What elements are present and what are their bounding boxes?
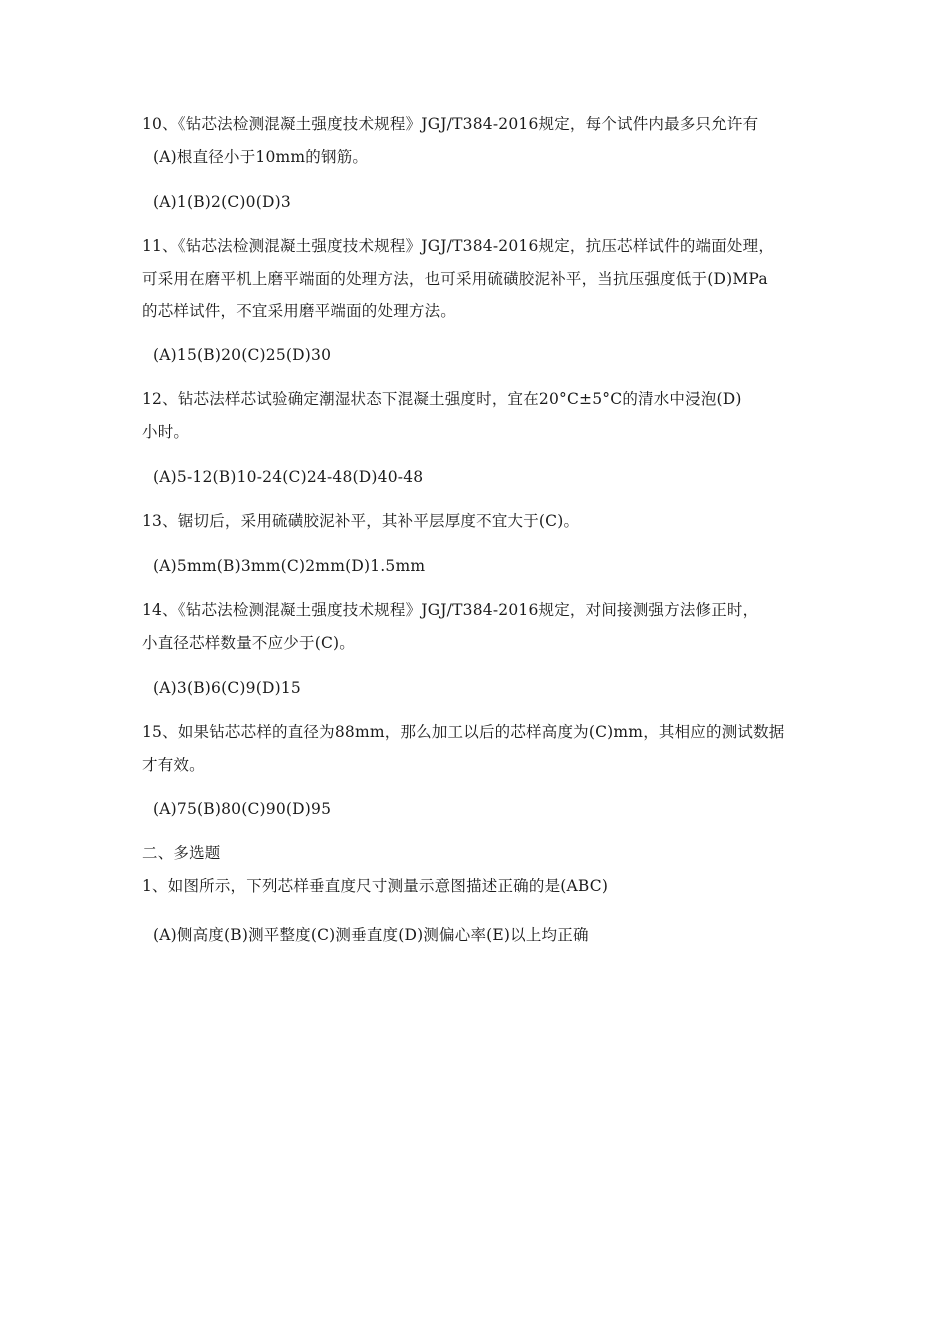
question-11-line-2: 可采用在磨平机上磨平端面的处理方法，也可采用硫磺胶泥补平，当抗压强度低于(D)MPa [142, 270, 768, 288]
multi-question-1: 1、如图所示，下列芯样垂直度尺寸测量示意图描述正确的是(ABC) [142, 877, 609, 895]
question-10-options: (A)1(B)2(C)0(D)3 [153, 193, 291, 211]
question-12-options: (A)5-12(B)10-24(C)24-48(D)40-48 [153, 468, 424, 486]
question-11-line-3: 的芯样试件，不宜采用磨平端面的处理方法。 [142, 302, 457, 320]
question-10-line-2: (A)根直径小于10mm的钢筋。 [153, 148, 369, 166]
question-11-options: (A)15(B)20(C)25(D)30 [153, 346, 332, 364]
section-heading: 二、多选题 [142, 844, 221, 862]
question-15-line-1: 15、如果钻芯芯样的直径为88mm，那么加工以后的芯样高度为(C)mm，其相应的测试数据 [142, 723, 785, 741]
question-14-line-1: 14、《钻芯法检测混凝土强度技术规程》JGJ/T384-2016规定，对间接测强方法修正时， [142, 601, 759, 619]
question-10-line-1: 10、《钻芯法检测混凝土强度技术规程》JGJ/T384-2016规定，每个试件内最多只允许有 [142, 115, 759, 133]
question-13-line-1: 13、锯切后，采用硫磺胶泥补平，其补平层厚度不宜大于(C)。 [142, 512, 580, 530]
question-12-line-2: 小时。 [142, 423, 190, 441]
question-15-line-2: 才有效。 [142, 756, 205, 774]
question-13-options: (A)5mm(B)3mm(C)2mm(D)1.5mm [153, 557, 426, 575]
multi-question-1-options: (A)侧高度(B)测平整度(C)测垂直度(D)测偏心率(E)以上均正确 [153, 926, 589, 944]
question-15-options: (A)75(B)80(C)90(D)95 [153, 800, 332, 818]
question-11-line-1: 11、《钻芯法检测混凝土强度技术规程》JGJ/T384-2016规定，抗压芯样试件的端面处理， [142, 237, 775, 255]
question-14-line-2: 小直径芯样数量不应少于(C)。 [142, 634, 355, 652]
question-12-line-1: 12、钻芯法样芯试验确定潮湿状态下混凝土强度时，宜在20°C±5°C的清水中浸泡(D) [142, 390, 742, 408]
question-14-options: (A)3(B)6(C)9(D)15 [153, 679, 301, 697]
